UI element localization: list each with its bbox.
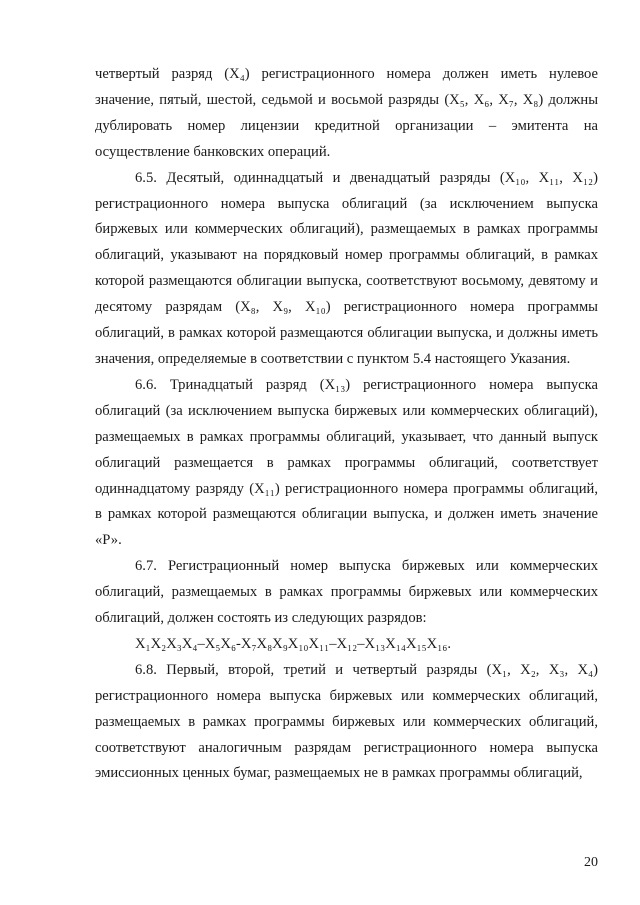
paragraph-6-5: 6.5. Десятый, одиннадцатый и двенадцатый разряды (X₁₀, X₁₁, X₁₂) регистрационного номера выпуска облигаций (за исключением выпуска биржевых или коммерческих облигаций), размещаемых в рамках программы облигаций, указывают на порядковый номер программы облигаций, в рамках которой размещаются облигации выпуска, соответствуют восьмому, девятому и десятому разрядам (X₈, X₉, X₁₀) регистрационного номера программы облигаций, в рамках которой размещаются облигации выпуска, и должны иметь значения, определяемые в соответствии с пунктом 5.4 настоящего Указания. [95,169,598,367]
document-body [95,62,598,787]
paragraph-6-8: 6.8. Первый, второй, третий и четвертый разряды (X₁, X₂, X₃, X₄) регистрационного номера выпуска биржевых или коммерческих облигаций, размещаемых в рамках программы биржевых или коммерческих облигаций, соответствуют аналогичным разрядам регистрационного номера выпуска эмиссионных ценных бумаг, размещаемых не в рамках программы облигаций, [95,661,598,782]
paragraph-continuation: четвертый разряд (X₄) регистрационного номера должен иметь нулевое значение, пятый, шестой, седьмой и восьмой разряды (X₅, X₆, X₇, X₈) должны дублировать номер лицензии кредитной организации – эмитента на осуществление банковских операций. [95,66,598,160]
paragraph-6-6: 6.6. Тринадцатый разряд (X₁₃) регистрационного номера выпуска облигаций (за исключением выпуска биржевых или коммерческих облигаций), размещаемых в рамках программы облигаций, указывает, что данный выпуск облигаций размещается в рамках программы облигаций, соответствует одиннадцатому разряду (X₁₁) регистрационного номера программы облигаций, в рамках которой размещаются облигации выпуска, и должен иметь значение «Р». [95,376,598,549]
page-number: 20 [584,855,598,870]
registration-number-formula: X₁X₂X₃X₄–X₅X₆-X₇X₈X₉X₁₀X₁₁–X₁₂–X₁₃X₁₄X₁₅X₁₆. [135,635,452,652]
paragraph-6-7: 6.7. Регистрационный номер выпуска биржевых или коммерческих облигаций, размещаемых в рамках программы биржевых или коммерческих облигаций, должен состоять из следующих разрядов: [95,558,598,627]
